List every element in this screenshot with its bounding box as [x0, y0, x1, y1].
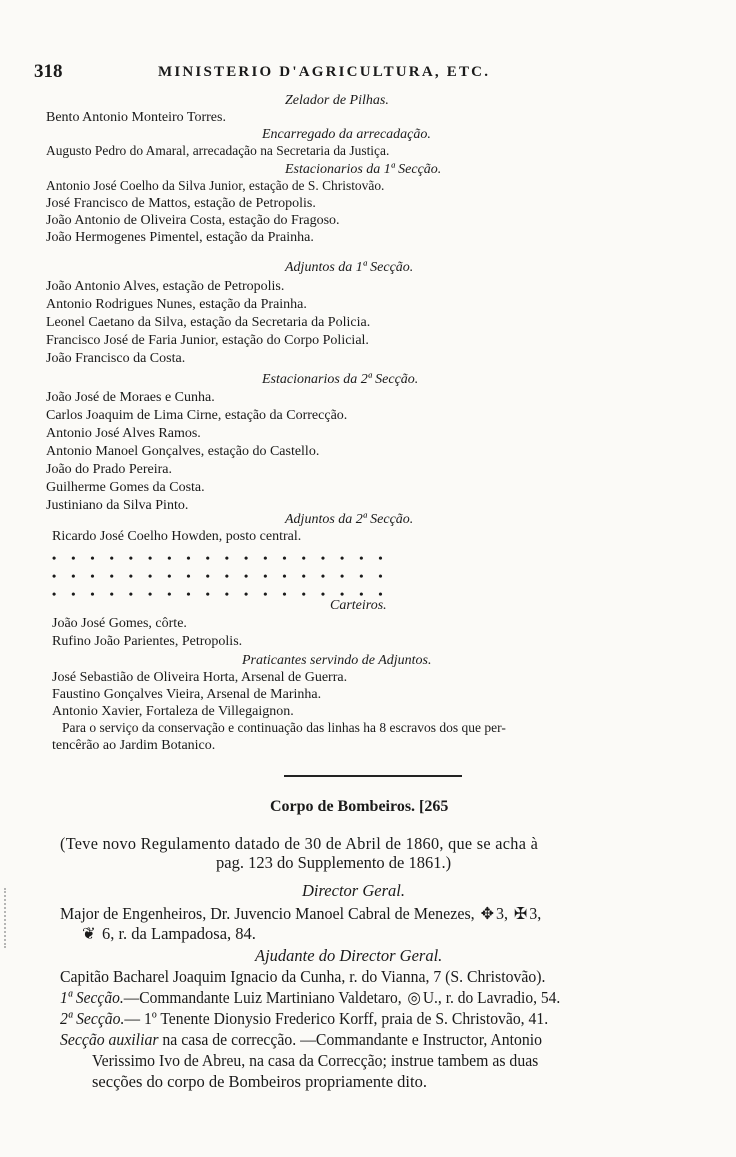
text-line: José Francisco de Mattos, estação de Petropolis. — [46, 196, 316, 211]
ajudante-line: Capitão Bacharel Joaquim Ignacio da Cunha, r. do Vianna, 7 (S. Christovão). — [60, 967, 546, 986]
note-line: tencêrão ao Jardim Botanico. — [52, 738, 216, 753]
order-count: 3, — [529, 904, 542, 923]
seccao-text: U., r. do Lavradio, 54. — [422, 988, 561, 1007]
text-line: Bento Antonio Monteiro Torres. — [46, 110, 226, 125]
seccao-1-line — [60, 988, 560, 1007]
text-line: Ricardo José Coelho Howden, posto central. — [52, 529, 302, 544]
text-line: Antonio José Alves Ramos. — [46, 426, 201, 441]
text-line: João José Gomes, côrte. — [52, 616, 187, 631]
auxiliar-line — [60, 1030, 542, 1049]
page-number: 318 — [34, 61, 63, 82]
text-line: Francisco José de Faria Junior, estação do Corpo Policial. — [46, 333, 369, 348]
seccao-text: — 1º Tenente Dionysio Frederico Korff, praia de S. Christovão, 41. — [124, 1009, 549, 1028]
director-text: Major de Engenheiros, Dr. Juvencio Manoel Cabral de Menezes, — [60, 904, 475, 923]
section-heading-director: Director Geral. — [302, 881, 405, 900]
text-line: Carlos Joaquim de Lima Cirne, estação da Correcção. — [46, 408, 348, 423]
seccao-label: Secção auxiliar — [60, 1030, 159, 1049]
section-heading-adjuntos-2: Adjuntos da 2ª Secção. — [285, 512, 414, 527]
text-line: Guilherme Gomes da Costa. — [46, 480, 205, 495]
regulamento-line: (Teve novo Regulamento datado de 30 de Abril de 1860, que se acha à — [60, 834, 539, 853]
text-line: João Hermogenes Pimentel, estação da Prainha. — [46, 230, 314, 245]
director-line — [60, 904, 541, 923]
director-line — [80, 924, 256, 943]
text-line: João Antonio Alves, estação de Petropolis. — [46, 279, 285, 294]
text-line: Faustino Gonçalves Vieira, Arsenal de Marinha. — [52, 687, 322, 702]
seccao-label: 2ª Secção. — [60, 1009, 125, 1028]
section-heading-praticantes: Praticantes servindo de Adjuntos. — [242, 653, 432, 668]
text-line: João do Prado Pereira. — [46, 462, 172, 477]
running-title: MINISTERIO D'AGRICULTURA, ETC. — [158, 64, 491, 80]
text-line: Rufino João Parientes, Petropolis. — [52, 634, 243, 649]
section-heading-carteiros: Carteiros. — [330, 598, 387, 613]
section-heading-estacionarios-2: Estacionarios da 2ª Secção. — [262, 372, 419, 387]
note-line: Para o serviço da conservação e continuação das linhas ha 8 escravos dos que per- — [62, 721, 506, 736]
section-title-bombeiros: Corpo de Bombeiros. [265 — [270, 798, 449, 815]
text-line: Augusto Pedro do Amaral, arrecadação na Secretaria da Justiça. — [46, 144, 390, 159]
text-line: Antonio Rodrigues Nunes, estação da Prainha. — [46, 297, 307, 312]
section-heading-estacionarios-1: Estacionarios da 1ª Secção. — [285, 162, 442, 177]
auxiliar-text: na casa de correcção. —Commandante e Instructor, Antonio — [162, 1030, 542, 1049]
text-line: Antonio José Coelho da Silva Junior, estação de S. Christovão. — [46, 179, 385, 194]
text-line: Leonel Caetano da Silva, estação da Secretaria da Policia. — [46, 315, 371, 330]
margin-stain — [4, 888, 16, 948]
dot-leader-row: • • • • • • • • • • • • • • • • • • — [52, 551, 389, 565]
text-line: João Francisco da Costa. — [46, 351, 186, 366]
seccao-label: 1ª Secção. — [60, 988, 124, 1007]
auxiliar-line: Verissimo Ivo de Abreu, na casa da Correcção; instrue tambem as duas — [92, 1051, 539, 1070]
order-cross-icon: ✠ — [513, 904, 528, 923]
text-line: Justiniano da Silva Pinto. — [46, 498, 189, 513]
regulamento-line: pag. 123 do Supplemento de 1861.) — [216, 853, 452, 872]
text-line: José Sebastião de Oliveira Horta, Arsenal de Guerra. — [52, 670, 348, 685]
order-count: 3, — [495, 904, 508, 923]
section-heading-zelador: Zelador de Pilhas. — [285, 93, 389, 108]
section-divider — [284, 775, 462, 777]
seccao-2-line — [60, 1009, 548, 1028]
director-address: 6, r. da Lampadosa, 84. — [101, 924, 256, 943]
section-heading-ajudante: Ajudante do Director Geral. — [255, 946, 443, 965]
order-rose-icon: ◎ — [407, 988, 421, 1007]
seccao-text: —Commandante Luiz Martiniano Valdetaro, — [123, 988, 402, 1007]
section-heading-encarregado: Encarregado da arrecadação. — [262, 127, 431, 142]
text-line: João José de Moraes e Cunha. — [46, 390, 215, 405]
text-line: João Antonio de Oliveira Costa, estação do Fragoso. — [46, 213, 340, 228]
section-heading-adjuntos-1: Adjuntos da 1ª Secção. — [285, 260, 414, 275]
text-line: Antonio Xavier, Fortaleza de Villegaignon. — [52, 704, 294, 719]
auxiliar-line: secções do corpo de Bombeiros propriamente dito. — [92, 1072, 427, 1091]
order-cross-icon: ✥ — [480, 904, 495, 923]
dot-leader-row: • • • • • • • • • • • • • • • • • • — [52, 569, 389, 583]
text-line: Antonio Manoel Gonçalves, estação do Castello. — [46, 444, 320, 459]
dot-leader-row: • • • • • • • • • • • • • • • • • • — [52, 587, 389, 601]
order-medal-icon: ❦ — [82, 924, 96, 943]
